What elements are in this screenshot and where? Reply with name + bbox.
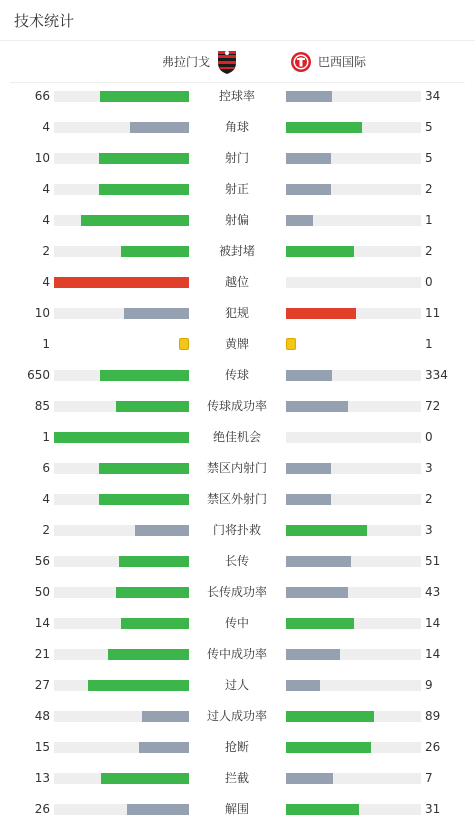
away-bar-track <box>286 370 421 381</box>
away-value: 5 <box>425 120 433 134</box>
home-bar-track <box>54 401 189 412</box>
stat-label: 射正 <box>224 182 249 196</box>
away-bar-track <box>286 246 421 257</box>
away-bar-track <box>286 587 421 598</box>
home-bar-track <box>54 215 189 226</box>
home-bar-track <box>54 463 189 474</box>
home-value: 2 <box>42 523 50 537</box>
stat-label: 射偏 <box>224 213 249 227</box>
stats-list <box>0 81 475 825</box>
away-team-name: 巴西国际 <box>318 55 367 69</box>
stat-row <box>0 794 475 825</box>
stat-label: 犯规 <box>224 306 249 320</box>
home-bar-track <box>54 432 189 443</box>
away-value: 9 <box>425 678 433 692</box>
away-value: 51 <box>425 554 441 568</box>
home-bar-fill <box>116 401 189 412</box>
stat-label: 控球率 <box>218 89 255 103</box>
away-value: 0 <box>425 275 433 289</box>
away-value: 3 <box>425 523 433 537</box>
away-bar-track <box>286 122 421 133</box>
stat-label: 黄牌 <box>224 337 249 351</box>
home-bar-track <box>54 680 189 691</box>
away-bar-fill <box>286 91 332 102</box>
home-value: 66 <box>34 89 50 103</box>
away-bar-track <box>286 91 421 102</box>
away-value: 31 <box>425 802 441 816</box>
home-bar-fill <box>99 153 189 164</box>
home-bar-fill <box>54 432 189 443</box>
stat-label: 长传 <box>224 554 249 568</box>
home-bar-track <box>54 711 189 722</box>
home-bar-fill <box>99 463 189 474</box>
stat-label: 拦截 <box>224 771 249 785</box>
home-value: 4 <box>42 213 50 227</box>
stat-label: 长传成功率 <box>206 585 267 599</box>
home-bar-fill <box>135 525 189 536</box>
away-bar-track <box>286 308 421 319</box>
away-bar-fill <box>286 308 356 319</box>
away-value: 89 <box>425 709 441 723</box>
stat-label: 角球 <box>224 120 249 134</box>
stat-row <box>0 112 475 143</box>
away-value: 334 <box>425 368 448 382</box>
away-bar-track <box>286 773 421 784</box>
home-value: 4 <box>42 275 50 289</box>
stat-row <box>0 329 475 360</box>
home-bar-fill <box>124 308 189 319</box>
home-bar-track <box>54 742 189 753</box>
away-bar-track <box>286 184 421 195</box>
stat-label: 被封堵 <box>218 244 255 258</box>
stat-label: 禁区内射门 <box>206 461 267 475</box>
home-value: 56 <box>34 554 50 568</box>
stat-label: 传球成功率 <box>206 399 267 413</box>
away-bar-track <box>286 277 421 288</box>
home-value: 15 <box>34 740 50 754</box>
home-bar-track <box>54 91 189 102</box>
stat-label: 绝佳机会 <box>212 430 261 444</box>
away-bar-track <box>286 556 421 567</box>
home-bar-track <box>54 649 189 660</box>
stats-header <box>0 0 475 41</box>
stat-label: 门将扑救 <box>212 523 261 537</box>
home-value: 48 <box>34 709 50 723</box>
home-bar-fill <box>99 494 189 505</box>
home-bar-track <box>54 153 189 164</box>
away-value: 43 <box>425 585 441 599</box>
away-value: 14 <box>425 647 441 661</box>
away-value: 0 <box>425 430 433 444</box>
stat-row <box>0 608 475 639</box>
away-bar-fill <box>286 246 354 257</box>
away-value: 2 <box>425 182 433 196</box>
away-bar-fill <box>286 649 340 660</box>
teams-row <box>10 41 465 83</box>
away-bar-fill <box>286 618 354 629</box>
stat-label: 传中 <box>224 616 249 630</box>
home-bar-fill <box>142 711 189 722</box>
home-bar-fill <box>108 649 189 660</box>
away-value: 3 <box>425 461 433 475</box>
page-title: 技术统计 <box>14 11 75 30</box>
away-bar-fill <box>286 370 332 381</box>
home-value: 85 <box>34 399 50 413</box>
home-bar-track <box>54 556 189 567</box>
home-bar-track <box>54 525 189 536</box>
away-bar-track <box>286 494 421 505</box>
home-value: 4 <box>42 492 50 506</box>
home-value: 50 <box>34 585 50 599</box>
away-bar-track <box>286 215 421 226</box>
home-bar-track <box>54 308 189 319</box>
stat-label: 禁区外射门 <box>206 492 267 506</box>
away-bar-track <box>286 742 421 753</box>
home-value: 4 <box>42 182 50 196</box>
away-yellow-card-icon <box>286 338 296 350</box>
home-team-logo-icon <box>216 49 238 75</box>
away-bar-fill <box>286 711 374 722</box>
away-bar-track <box>286 401 421 412</box>
stat-row <box>0 577 475 608</box>
home-value: 13 <box>34 771 50 785</box>
home-bar-track <box>54 804 189 815</box>
away-value: 7 <box>425 771 433 785</box>
home-bar-track <box>54 122 189 133</box>
away-value: 1 <box>425 337 433 351</box>
home-value: 10 <box>34 306 50 320</box>
home-bar-fill <box>130 122 189 133</box>
away-value: 14 <box>425 616 441 630</box>
home-value: 2 <box>42 244 50 258</box>
away-bar-track <box>286 525 421 536</box>
away-bar-fill <box>286 680 320 691</box>
away-bar-fill <box>286 587 348 598</box>
home-value: 10 <box>34 151 50 165</box>
home-bar-fill <box>54 277 189 288</box>
away-bar-fill <box>286 525 367 536</box>
stat-row <box>0 670 475 701</box>
home-bar-fill <box>121 246 189 257</box>
away-team-logo-icon <box>290 49 312 75</box>
stat-label: 过人成功率 <box>206 709 267 723</box>
stat-row <box>0 453 475 484</box>
away-value: 34 <box>425 89 441 103</box>
stat-row <box>0 174 475 205</box>
stat-row <box>0 422 475 453</box>
home-bar-fill <box>101 773 189 784</box>
home-team[interactable] <box>162 41 238 82</box>
away-value: 1 <box>425 213 433 227</box>
home-bar-track <box>54 587 189 598</box>
away-bar-fill <box>286 742 371 753</box>
stat-label: 射门 <box>224 151 249 165</box>
away-bar-fill <box>286 153 331 164</box>
away-bar-fill <box>286 463 331 474</box>
stat-row <box>0 143 475 174</box>
home-bar-track <box>54 773 189 784</box>
away-bar-track <box>286 432 421 443</box>
home-value: 27 <box>34 678 50 692</box>
away-bar-track <box>286 618 421 629</box>
home-bar-track <box>54 184 189 195</box>
stat-label: 抢断 <box>224 740 249 754</box>
home-bar-fill <box>127 804 189 815</box>
away-bar-fill <box>286 804 359 815</box>
stat-label: 过人 <box>224 678 249 692</box>
away-bar-track <box>286 804 421 815</box>
stat-label: 传球 <box>224 368 249 382</box>
stat-row <box>0 515 475 546</box>
home-bar-fill <box>121 618 189 629</box>
home-bar-track <box>54 246 189 257</box>
away-value: 72 <box>425 399 441 413</box>
home-bar-fill <box>100 370 189 381</box>
away-value: 11 <box>425 306 441 320</box>
home-value: 1 <box>42 337 50 351</box>
home-value: 6 <box>42 461 50 475</box>
stat-row <box>0 236 475 267</box>
home-bar-fill <box>100 91 189 102</box>
stat-row <box>0 763 475 794</box>
away-bar-track <box>286 649 421 660</box>
home-bar-track <box>54 370 189 381</box>
home-bar-fill <box>119 556 189 567</box>
away-bar-fill <box>286 122 362 133</box>
stat-label: 解围 <box>224 802 249 816</box>
away-bar-fill <box>286 215 313 226</box>
home-value: 26 <box>34 802 50 816</box>
stat-label: 越位 <box>224 275 249 289</box>
away-value: 5 <box>425 151 433 165</box>
stat-row <box>0 484 475 515</box>
home-value: 21 <box>34 647 50 661</box>
away-value: 2 <box>425 492 433 506</box>
home-value: 4 <box>42 120 50 134</box>
home-bar-fill <box>88 680 189 691</box>
away-bar-fill <box>286 184 331 195</box>
away-bar-track <box>286 463 421 474</box>
home-bar-track <box>54 277 189 288</box>
home-team-name: 弗拉门戈 <box>161 55 210 69</box>
away-value: 26 <box>425 740 441 754</box>
home-value: 650 <box>27 368 50 382</box>
home-bar-track <box>54 494 189 505</box>
stat-row <box>0 546 475 577</box>
home-yellow-card-icon <box>179 338 189 350</box>
home-bar-fill <box>116 587 189 598</box>
away-team[interactable] <box>290 41 366 82</box>
stat-row <box>0 205 475 236</box>
home-bar-fill <box>139 742 189 753</box>
home-bar-fill <box>81 215 189 226</box>
stat-row <box>0 391 475 422</box>
stat-row <box>0 298 475 329</box>
home-value: 1 <box>42 430 50 444</box>
home-value: 14 <box>34 616 50 630</box>
away-bar-fill <box>286 556 351 567</box>
home-bar-fill <box>99 184 189 195</box>
away-bar-track <box>286 153 421 164</box>
away-value: 2 <box>425 244 433 258</box>
away-bar-track <box>286 711 421 722</box>
stat-row <box>0 639 475 670</box>
stat-row <box>0 267 475 298</box>
away-bar-fill <box>286 773 333 784</box>
stat-row <box>0 360 475 391</box>
home-bar-track <box>54 618 189 629</box>
stat-row <box>0 81 475 112</box>
away-bar-track <box>286 680 421 691</box>
stat-row <box>0 701 475 732</box>
stat-label: 传中成功率 <box>206 647 267 661</box>
stat-row <box>0 732 475 763</box>
away-bar-fill <box>286 401 348 412</box>
away-bar-fill <box>286 494 331 505</box>
